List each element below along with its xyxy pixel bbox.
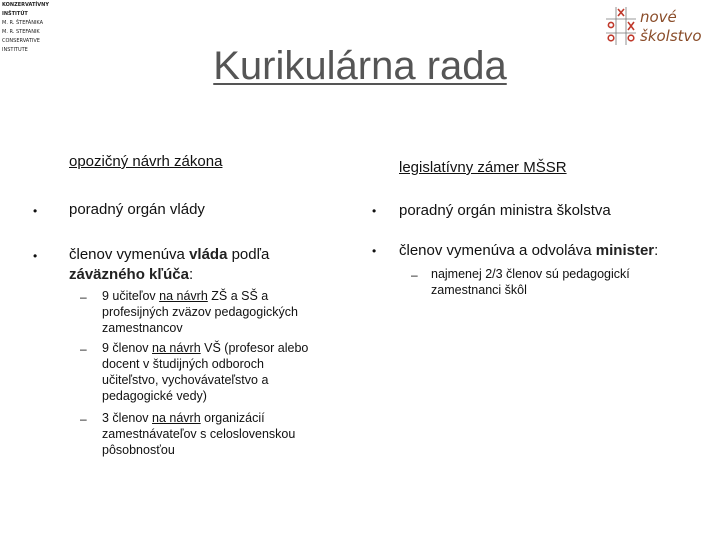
logo-line: INSTITUTE	[2, 47, 28, 53]
right-bullet-2: členov vymenúva a odvoláva minister:	[399, 242, 659, 259]
dash-icon: –	[80, 342, 87, 356]
logo-word-skolstvo: školstvo	[640, 27, 702, 45]
left-sub-bullet-3: 3 členov na návrh organizácií zamestnávateľov s celoslovenskou pôsobnosťou	[102, 411, 296, 457]
dash-icon: –	[411, 268, 418, 282]
slide-title: Kurikulárna rada	[213, 44, 507, 88]
left-column-heading: opozičný návrh zákona	[69, 153, 223, 170]
bullet-icon: •	[33, 204, 38, 218]
bullet-icon: •	[33, 249, 38, 263]
right-bullet-1: poradný orgán ministra školstva	[399, 202, 611, 219]
bullet-icon: •	[372, 204, 377, 218]
left-bullet-2: členov vymenúva vláda podľa záväzného kľúča:	[69, 246, 270, 283]
logo-line: M. R. STEFANIK	[2, 29, 40, 35]
logo-line: M. R. ŠTEFÁNIKA	[2, 20, 44, 26]
right-sub-bullet-1: najmenej 2/3 členov sú pedagogickí zamestnanci škôl	[431, 267, 630, 297]
dash-icon: –	[80, 290, 87, 304]
logo-line: CONSERVATIVE	[2, 38, 40, 44]
dash-icon: –	[80, 412, 87, 426]
logo-line: INŠTITÚT	[2, 11, 28, 17]
left-sub-bullet-1: 9 učiteľov na návrh ZŠ a SŠ a profesijných zväzov pedagogických zamestnancov	[102, 289, 298, 335]
bullet-icon: •	[372, 244, 377, 258]
logo-line: KONZERVATÍVNY	[2, 2, 49, 8]
left-sub-bullet-2: 9 členov na návrh VŠ (profesor alebo docent v študijných odboroch učiteľstvo, vychovávateľstvo a pedagogické vedy)	[102, 341, 309, 403]
logo-word-nove: nové	[640, 8, 677, 26]
nove-skolstvo-logo	[604, 5, 716, 47]
right-column-heading: legislatívny zámer MŠSR	[399, 159, 567, 176]
left-bullet-1: poradný orgán vlády	[69, 201, 205, 218]
